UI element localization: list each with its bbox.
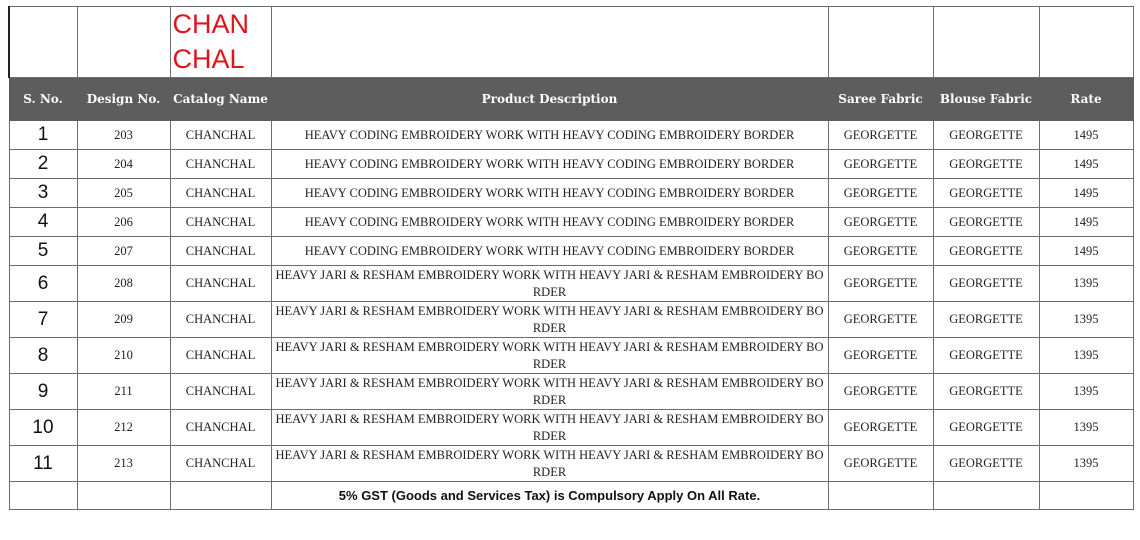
table-row — [9, 121, 1133, 150]
saree-fabric-cell: GEORGETTE — [828, 121, 933, 150]
catalog-name-cell: CHANCHAL — [170, 266, 271, 302]
saree-fabric-cell: GEORGETTE — [828, 179, 933, 208]
saree-fabric-cell: GEORGETTE — [828, 266, 933, 302]
sno-cell: 10 — [9, 410, 77, 446]
empty-cell — [828, 482, 933, 510]
rate-cell: 1395 — [1039, 266, 1133, 302]
rate-cell: 1495 — [1039, 237, 1133, 266]
empty-cell — [828, 7, 933, 78]
blouse-fabric-cell: GEORGETTE — [933, 338, 1039, 374]
empty-cell — [1039, 7, 1133, 78]
sno-cell: 8 — [9, 338, 77, 374]
saree-fabric-cell: GEORGETTE — [828, 410, 933, 446]
empty-cell — [271, 7, 828, 78]
rate-cell: 1395 — [1039, 446, 1133, 482]
sno-cell: 1 — [9, 121, 77, 150]
saree-fabric-cell: GEORGETTE — [828, 237, 933, 266]
product-description-cell: HEAVY JARI & RESHAM EMBROIDERY WORK WITH HEAVY JARI & RESHAM EMBROIDERY BORDER — [271, 302, 828, 338]
saree-fabric-cell: GEORGETTE — [828, 338, 933, 374]
empty-cell — [933, 7, 1039, 78]
table-row — [9, 179, 1133, 208]
product-description-cell: HEAVY CODING EMBROIDERY WORK WITH HEAVY CODING EMBROIDERY BORDER — [271, 179, 828, 208]
saree-fabric-cell: GEORGETTE — [828, 208, 933, 237]
sno-cell: 7 — [9, 302, 77, 338]
empty-cell — [170, 482, 271, 510]
sno-cell: 5 — [9, 237, 77, 266]
sno-cell: 9 — [9, 374, 77, 410]
table-row — [9, 266, 1133, 302]
brand-line-1: CHAN — [172, 9, 250, 39]
blouse-fabric-cell: GEORGETTE — [933, 410, 1039, 446]
rate-cell: 1495 — [1039, 179, 1133, 208]
saree-fabric-cell: GEORGETTE — [828, 374, 933, 410]
catalog-name-cell: CHANCHAL — [170, 179, 271, 208]
table-row — [9, 410, 1133, 446]
catalog-name-cell: CHANCHAL — [170, 208, 271, 237]
design-no-cell: 204 — [77, 150, 170, 179]
design-no-cell: 210 — [77, 338, 170, 374]
footer-row — [9, 482, 1133, 510]
design-no-cell: 213 — [77, 446, 170, 482]
design-no-cell: 211 — [77, 374, 170, 410]
table-row — [9, 338, 1133, 374]
catalog-name-cell: CHANCHAL — [170, 302, 271, 338]
catalog-name-cell: CHANCHAL — [170, 446, 271, 482]
header-sno: S. No. — [9, 78, 77, 121]
rate-cell: 1395 — [1039, 302, 1133, 338]
rate-cell: 1395 — [1039, 374, 1133, 410]
saree-fabric-cell: GEORGETTE — [828, 150, 933, 179]
table-row — [9, 237, 1133, 266]
catalog-name-cell: CHANCHAL — [170, 374, 271, 410]
brand-row — [9, 7, 1133, 78]
blouse-fabric-cell: GEORGETTE — [933, 179, 1039, 208]
catalog-name-cell: CHANCHAL — [170, 410, 271, 446]
sno-cell: 4 — [9, 208, 77, 237]
table-row — [9, 446, 1133, 482]
saree-fabric-cell: GEORGETTE — [828, 302, 933, 338]
catalog-name-cell: CHANCHAL — [170, 237, 271, 266]
table-row — [9, 374, 1133, 410]
design-no-cell: 209 — [77, 302, 170, 338]
empty-cell — [933, 482, 1039, 510]
header-saree-fabric: Saree Fabric — [828, 78, 933, 121]
empty-cell — [1039, 482, 1133, 510]
table-row — [9, 150, 1133, 179]
empty-cell — [9, 482, 77, 510]
header-blouse-fabric: Blouse Fabric — [933, 78, 1039, 121]
product-description-cell: HEAVY CODING EMBROIDERY WORK WITH HEAVY CODING EMBROIDERY BORDER — [271, 208, 828, 237]
design-no-cell: 212 — [77, 410, 170, 446]
blouse-fabric-cell: GEORGETTE — [933, 121, 1039, 150]
design-no-cell: 206 — [77, 208, 170, 237]
blouse-fabric-cell: GEORGETTE — [933, 302, 1039, 338]
header-design-no: Design No. — [77, 78, 170, 121]
header-product-description: Product Description — [271, 78, 828, 121]
rate-cell: 1395 — [1039, 338, 1133, 374]
saree-fabric-cell: GEORGETTE — [828, 446, 933, 482]
blouse-fabric-cell: GEORGETTE — [933, 266, 1039, 302]
empty-cell — [77, 482, 170, 510]
header-row — [9, 78, 1133, 121]
product-description-cell: HEAVY CODING EMBROIDERY WORK WITH HEAVY CODING EMBROIDERY BORDER — [271, 237, 828, 266]
rate-cell: 1395 — [1039, 410, 1133, 446]
blouse-fabric-cell: GEORGETTE — [933, 208, 1039, 237]
rate-cell: 1495 — [1039, 121, 1133, 150]
sno-cell: 6 — [9, 266, 77, 302]
header-catalog-name: Catalog Name — [170, 78, 271, 121]
sno-cell: 11 — [9, 446, 77, 482]
design-no-cell: 205 — [77, 179, 170, 208]
catalog-name-cell: CHANCHAL — [170, 121, 271, 150]
rate-cell: 1495 — [1039, 150, 1133, 179]
catalog-name-cell: CHANCHAL — [170, 338, 271, 374]
price-list-body — [9, 7, 1133, 510]
blouse-fabric-cell: GEORGETTE — [933, 446, 1039, 482]
brand-cell — [170, 7, 271, 78]
product-description-cell: HEAVY JARI & RESHAM EMBROIDERY WORK WITH HEAVY JARI & RESHAM EMBROIDERY BORDER — [271, 338, 828, 374]
product-description-cell: HEAVY CODING EMBROIDERY WORK WITH HEAVY CODING EMBROIDERY BORDER — [271, 150, 828, 179]
catalog-name-cell: CHANCHAL — [170, 150, 271, 179]
product-description-cell: HEAVY JARI & RESHAM EMBROIDERY WORK WITH HEAVY JARI & RESHAM EMBROIDERY BORDER — [271, 410, 828, 446]
gst-note: 5% GST (Goods and Services Tax) is Compulsory Apply On All Rate. — [271, 482, 828, 510]
header-rate: Rate — [1039, 78, 1133, 121]
table-row — [9, 302, 1133, 338]
product-description-cell: HEAVY JARI & RESHAM EMBROIDERY WORK WITH HEAVY JARI & RESHAM EMBROIDERY BORDER — [271, 374, 828, 410]
blouse-fabric-cell: GEORGETTE — [933, 150, 1039, 179]
design-no-cell: 208 — [77, 266, 170, 302]
product-description-cell: HEAVY CODING EMBROIDERY WORK WITH HEAVY CODING EMBROIDERY BORDER — [271, 121, 828, 150]
empty-cell — [77, 7, 170, 78]
blouse-fabric-cell: GEORGETTE — [933, 237, 1039, 266]
product-description-cell: HEAVY JARI & RESHAM EMBROIDERY WORK WITH HEAVY JARI & RESHAM EMBROIDERY BORDER — [271, 266, 828, 302]
rate-cell: 1495 — [1039, 208, 1133, 237]
table-row — [9, 208, 1133, 237]
product-description-cell: HEAVY JARI & RESHAM EMBROIDERY WORK WITH HEAVY JARI & RESHAM EMBROIDERY BORDER — [271, 446, 828, 482]
price-list-table — [8, 6, 1134, 510]
sno-cell: 3 — [9, 179, 77, 208]
sno-cell: 2 — [9, 150, 77, 179]
design-no-cell: 203 — [77, 121, 170, 150]
brand-line-2: CHAL — [172, 44, 245, 74]
empty-cell — [9, 7, 77, 78]
design-no-cell: 207 — [77, 237, 170, 266]
blouse-fabric-cell: GEORGETTE — [933, 374, 1039, 410]
